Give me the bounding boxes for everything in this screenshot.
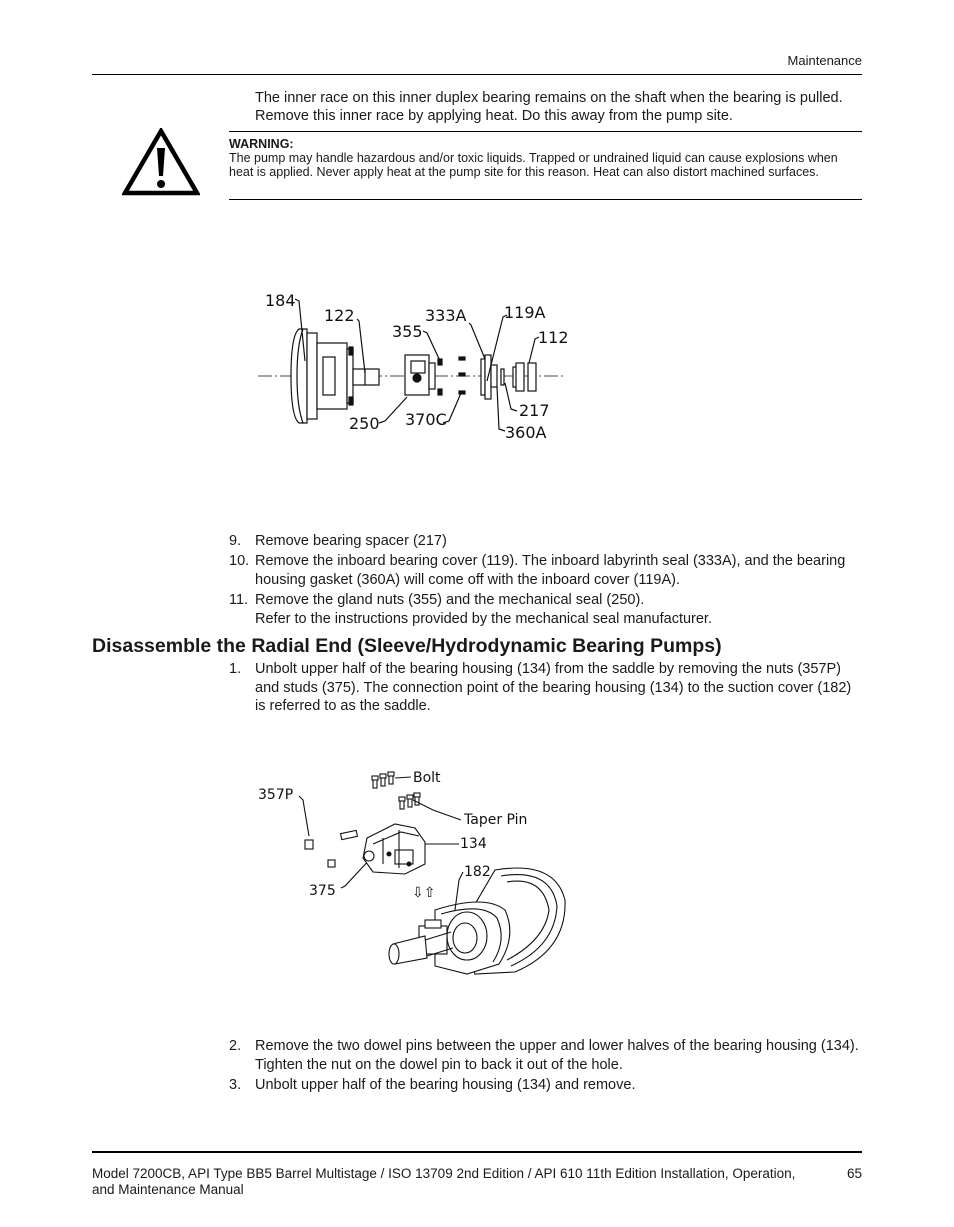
bearing-housing-figure: [255, 760, 575, 995]
label-112: 112: [538, 328, 569, 347]
seal-assembly-figure: [255, 285, 585, 455]
header-rule: [92, 74, 862, 75]
label-122: 122: [324, 306, 355, 325]
label-250: 250: [349, 414, 380, 433]
step-11: [229, 591, 863, 628]
label-217: 217: [519, 401, 550, 420]
section-heading: Disassemble the Radial End (Sleeve/Hydrodynamic Bearing Pumps): [92, 635, 722, 657]
warning-box: [229, 137, 859, 179]
step-11-text: Remove the gland nuts (355) and the mechanical seal (250).: [255, 592, 645, 608]
step-9-text: Remove bearing spacer (217): [255, 533, 447, 549]
step-3-text: Unbolt upper half of the bearing housing (134) and remove.: [255, 1077, 636, 1093]
label-355: 355: [392, 322, 423, 341]
step-10-number: 10.: [229, 553, 250, 569]
step-1-number: 1.: [229, 661, 242, 677]
warning-triangle-icon: [122, 128, 200, 201]
label-119A: 119A: [504, 303, 546, 322]
warning-bottom-rule: [229, 199, 862, 200]
label-taper-pin: Taper Pin: [464, 812, 528, 828]
step-2-text: Remove the two dowel pins between the upper and lower halves of the bearing housing (134). Tighten the nut on the dowel pin to back it out of the hole.: [255, 1038, 859, 1073]
intro-paragraph: [255, 89, 875, 125]
section-header: Maintenance: [787, 53, 862, 68]
label-375: 375: [309, 883, 336, 899]
lift-arrows-icon: ⇩⇧: [412, 885, 436, 901]
step-2-number: 2.: [229, 1038, 242, 1054]
step-11-number: 11.: [229, 592, 249, 608]
label-370C: 370C: [405, 410, 447, 429]
step-1: [229, 660, 863, 716]
warning-body: The pump may handle hazardous and/or toxic liquids. Trapped or undrained liquid can cause explosions when heat is applied. Never apply heat at the pump site for this reason. Heat can also distort machined surfaces.: [229, 151, 838, 179]
label-357P: 357P: [258, 787, 294, 803]
label-360A: 360A: [505, 423, 547, 442]
step-2: [229, 1037, 863, 1074]
step-3-number: 3.: [229, 1077, 242, 1093]
label-bolt: Bolt: [413, 770, 441, 786]
step-9-number: 9.: [229, 533, 242, 549]
intro-line-1: The inner race on this inner duplex bearing remains on the shaft when the bearing is pulled.: [255, 90, 843, 106]
step-10-text: Remove the inboard bearing cover (119). The inboard labyrinth seal (333A), and the bearing housing gasket (360A) will come off with the inboard cover (119A).: [255, 553, 846, 588]
footer-text: Model 7200CB, API Type BB5 Barrel Multistage / ISO 13709 2nd Edition / API 610 11th Edition Installation, Operation, and Maintenance Manual: [92, 1166, 796, 1197]
step-3: [229, 1076, 863, 1095]
intro-line-2: Remove this inner race by applying heat. Do this away from the pump site.: [255, 108, 733, 124]
label-333A: 333A: [425, 306, 467, 325]
page-number: 65: [846, 1166, 862, 1181]
warning-top-rule: [229, 131, 862, 132]
label-182: 182: [464, 864, 491, 880]
footer-rule: [92, 1151, 862, 1153]
warning-title: WARNING:: [229, 137, 294, 151]
step-1-text: Unbolt upper half of the bearing housing (134) from the saddle by removing the nuts (357P) and studs (375). The connection point of the bearing housing (134) to the suction cover (182) is referred to as the saddle.: [255, 661, 852, 714]
label-184: 184: [265, 291, 296, 310]
step-9: [229, 532, 863, 551]
label-134: 134: [460, 836, 487, 852]
step-11-note: Refer to the instructions provided by the mechanical seal manufacturer.: [255, 610, 712, 627]
step-10: [229, 552, 863, 589]
